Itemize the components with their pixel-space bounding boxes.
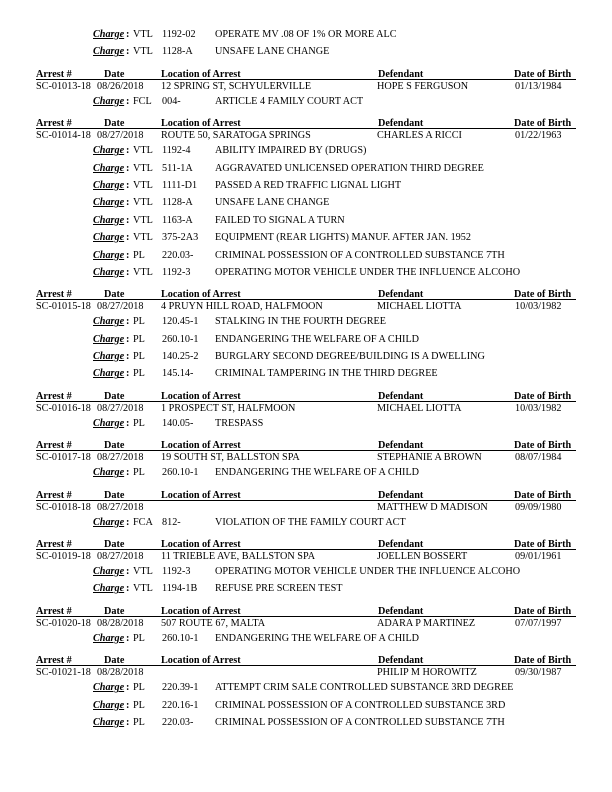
- charge-law-code: PL: [133, 333, 145, 345]
- charge-law-code: PL: [133, 368, 145, 380]
- charge-colon: :: [126, 333, 130, 345]
- charge-row: [0, 697, 612, 714]
- charge-row: [0, 26, 612, 43]
- header-dob: Date of Birth: [514, 489, 572, 501]
- date-of-birth: 10/03/1982: [515, 301, 562, 313]
- arrest-number: SC-01017-18: [36, 452, 91, 464]
- charge-description: REFUSE PRE SCREEN TEST: [215, 583, 343, 595]
- charge-section: 220.16-1: [162, 699, 199, 711]
- defendant-name: STEPHANIE A BROWN: [377, 452, 482, 464]
- charge-colon: :: [126, 351, 130, 363]
- charge-colon: :: [126, 368, 130, 380]
- charge-row: [0, 415, 612, 432]
- header-dob: Date of Birth: [514, 605, 572, 617]
- charge-colon: :: [126, 583, 130, 595]
- defendant-name: MICHAEL LIOTTA: [377, 402, 462, 414]
- charge-label: Charge: [93, 95, 125, 107]
- charge-row: [0, 580, 612, 597]
- date-of-birth: 01/22/1963: [515, 130, 562, 142]
- arrest-number: SC-01016-18: [36, 402, 91, 414]
- charge-description: TRESPASS: [215, 417, 264, 429]
- charge-law-code: PL: [133, 316, 145, 328]
- charge-colon: :: [126, 197, 130, 209]
- spacer: [0, 281, 612, 288]
- charge-colon: :: [126, 29, 130, 40]
- arrest-number: SC-01015-18: [36, 301, 91, 313]
- header-arrest-no: Arrest #: [36, 489, 72, 501]
- charge-label: Charge: [93, 197, 125, 209]
- header-location: Location of Arrest: [161, 118, 241, 130]
- spacer: [0, 61, 612, 68]
- charge-colon: :: [126, 467, 130, 479]
- header-defendant: Defendant: [378, 539, 424, 551]
- arrest-date: 08/27/2018: [97, 551, 144, 563]
- header-defendant: Defendant: [378, 289, 424, 301]
- charge-law-code: PL: [133, 249, 145, 261]
- charge-description: CRIMINAL POSSESSION OF A CONTROLLED SUBSTANCE 3RD: [215, 699, 506, 711]
- arrest-number: SC-01014-18: [36, 130, 91, 142]
- header-defendant: Defendant: [378, 68, 424, 80]
- charge-law-code: FCA: [133, 516, 153, 528]
- arrest-record: [0, 647, 612, 731]
- charge-colon: :: [126, 162, 130, 174]
- record-header-row: [0, 439, 612, 451]
- arrest-location: 12 SPRING ST, SCHYULERVILLE: [161, 80, 312, 92]
- charge-law-code: VTL: [133, 29, 153, 40]
- charge-row: [0, 714, 612, 731]
- charge-law-code: PL: [133, 682, 145, 694]
- date-of-birth: 09/01/1961: [515, 551, 562, 563]
- arrest-record: [0, 383, 612, 432]
- charge-label: Charge: [93, 333, 125, 345]
- charge-label: Charge: [93, 46, 125, 58]
- header-defendant: Defendant: [378, 489, 424, 501]
- header-arrest-no: Arrest #: [36, 440, 72, 452]
- header-date: Date: [104, 118, 125, 130]
- header-date: Date: [104, 605, 125, 617]
- arrest-date: 08/28/2018: [97, 617, 144, 629]
- header-dob: Date of Birth: [514, 539, 572, 551]
- charge-section: 260.10-1: [162, 333, 199, 345]
- charge-label: Charge: [93, 162, 125, 174]
- charge-label: Charge: [93, 632, 125, 644]
- header-dob: Date of Birth: [514, 289, 572, 301]
- charge-label: Charge: [93, 232, 125, 244]
- charge-law-code: VTL: [133, 162, 153, 174]
- charge-law-code: VTL: [133, 214, 153, 226]
- charge-label: Charge: [93, 682, 125, 694]
- arrest-record: [0, 281, 612, 383]
- charge-section: 1192-3: [162, 566, 191, 578]
- charge-description: STALKING IN THE FOURTH DEGREE: [215, 316, 386, 328]
- charge-row: [0, 630, 612, 647]
- charge-section: 220.03-: [162, 716, 194, 728]
- arrest-location: 11 TRIEBLE AVE, BALLSTON SPA: [161, 551, 316, 563]
- defendant-name: JOELLEN BOSSERT: [377, 551, 468, 563]
- arrest-location: 507 ROUTE 67, MALTA: [161, 617, 266, 629]
- header-arrest-no: Arrest #: [36, 390, 72, 402]
- header-dob: Date of Birth: [514, 390, 572, 402]
- date-of-birth: 01/13/1984: [515, 80, 562, 92]
- charge-description: OPERATING MOTOR VEHICLE UNDER THE INFLUENCE ALCOHO: [215, 566, 521, 578]
- record-data-row: [0, 666, 612, 679]
- record-data-row: [0, 550, 612, 563]
- charge-row: [0, 160, 612, 177]
- arrest-number: SC-01018-18: [36, 501, 91, 513]
- charge-section: 120.45-1: [162, 316, 199, 328]
- header-location: Location of Arrest: [161, 289, 241, 301]
- arrest-record: [0, 110, 612, 281]
- charge-description: ENDANGERING THE WELFARE OF A CHILD: [215, 333, 420, 345]
- record-data-row: [0, 451, 612, 464]
- defendant-name: CHARLES A RICCI: [377, 130, 462, 142]
- arrest-number: SC-01013-18: [36, 80, 91, 92]
- charge-law-code: VTL: [133, 179, 153, 191]
- charge-section: 1194-1B: [162, 583, 198, 595]
- header-dob: Date of Birth: [514, 655, 572, 667]
- charge-section: 004-: [162, 95, 181, 107]
- charge-colon: :: [126, 682, 130, 694]
- charge-label: Charge: [93, 467, 125, 479]
- charge-section: 511-1A: [162, 162, 193, 174]
- header-arrest-no: Arrest #: [36, 68, 72, 80]
- charge-row: [0, 177, 612, 194]
- record-data-row: [0, 617, 612, 630]
- charge-row: [0, 229, 612, 246]
- charge-description: ABILITY IMPAIRED BY (DRUGS): [215, 145, 367, 157]
- arrest-record: [0, 531, 612, 598]
- header-defendant: Defendant: [378, 605, 424, 617]
- arrest-location: 4 PRUYN HILL ROAD, HALFMOON: [161, 301, 323, 313]
- defendant-name: HOPE S FERGUSON: [377, 80, 469, 92]
- charge-row: [0, 563, 612, 580]
- charge-description: EQUIPMENT (REAR LIGHTS) MANUF. AFTER JAN. 1952: [215, 232, 471, 244]
- charge-row: [0, 142, 612, 159]
- arrest-date: 08/28/2018: [97, 667, 144, 679]
- arrest-date: 08/27/2018: [97, 402, 144, 414]
- charge-colon: :: [126, 249, 130, 261]
- charge-row: [0, 313, 612, 330]
- charge-law-code: VTL: [133, 46, 153, 58]
- charge-colon: :: [126, 699, 130, 711]
- charge-colon: :: [126, 516, 130, 528]
- record-header-row: [0, 605, 612, 617]
- charge-row: [0, 93, 612, 110]
- charge-row: [0, 331, 612, 348]
- header-dob: Date of Birth: [514, 118, 572, 130]
- charge-law-code: PL: [133, 467, 145, 479]
- charge-law-code: PL: [133, 699, 145, 711]
- date-of-birth: 08/07/1984: [515, 452, 562, 464]
- charge-description: ENDANGERING THE WELFARE OF A CHILD: [215, 632, 420, 644]
- charge-section: 260.10-1: [162, 467, 199, 479]
- arrest-record: [0, 598, 612, 647]
- record-data-row: [0, 129, 612, 142]
- charge-colon: :: [126, 716, 130, 728]
- charge-section: 1128-A: [162, 46, 193, 58]
- charge-section: 1192-4: [162, 145, 191, 157]
- charge-description: BURGLARY SECOND DEGREE/BUILDING IS A DWELLING: [215, 351, 485, 363]
- arrest-number: SC-01020-18: [36, 617, 91, 629]
- charge-description: UNSAFE LANE CHANGE: [215, 197, 330, 209]
- charge-colon: :: [126, 417, 130, 429]
- charge-colon: :: [126, 316, 130, 328]
- header-defendant: Defendant: [378, 118, 424, 130]
- charge-section: 1192-02: [162, 29, 196, 40]
- defendant-name: MICHAEL LIOTTA: [377, 301, 462, 313]
- charge-description: PASSED A RED TRAFFIC LIGNAL LIGHT: [215, 179, 402, 191]
- record-header-row: [0, 538, 612, 550]
- header-arrest-no: Arrest #: [36, 655, 72, 667]
- spacer: [0, 482, 612, 489]
- arrest-number: SC-01019-18: [36, 551, 91, 563]
- arrest-number: SC-01021-18: [36, 667, 91, 679]
- charge-label: Charge: [93, 716, 125, 728]
- charge-row: [0, 212, 612, 229]
- defendant-name: PHILIP M HOROWITZ: [377, 667, 477, 679]
- header-dob: Date of Birth: [514, 68, 572, 80]
- charge-colon: :: [126, 179, 130, 191]
- spacer: [0, 110, 612, 117]
- charge-row: [0, 679, 612, 696]
- charge-law-code: PL: [133, 632, 145, 644]
- charge-row: [0, 514, 612, 531]
- charge-colon: :: [126, 46, 130, 58]
- charge-law-code: VTL: [133, 197, 153, 209]
- charge-colon: :: [126, 566, 130, 578]
- charge-label: Charge: [93, 249, 125, 261]
- arrest-record: [0, 432, 612, 481]
- charge-law-code: FCL: [133, 95, 152, 107]
- charge-law-code: VTL: [133, 583, 153, 595]
- charge-colon: :: [126, 214, 130, 226]
- charge-colon: :: [126, 232, 130, 244]
- arrest-date: 08/26/2018: [97, 80, 144, 92]
- charge-label: Charge: [93, 179, 125, 191]
- header-date: Date: [104, 289, 125, 301]
- charge-law-code: PL: [133, 716, 145, 728]
- charge-law-code: VTL: [133, 145, 153, 157]
- record-header-row: [0, 68, 612, 80]
- charge-description: AGGRAVATED UNLICENSED OPERATION THIRD DEGREE: [215, 162, 484, 174]
- arrest-record: [0, 482, 612, 531]
- charge-section: 140.05-: [162, 417, 194, 429]
- record-header-row: [0, 654, 612, 666]
- header-arrest-no: Arrest #: [36, 605, 72, 617]
- charge-law-code: PL: [133, 351, 145, 363]
- header-date: Date: [104, 68, 125, 80]
- charge-label: Charge: [93, 699, 125, 711]
- arrest-record: [0, 61, 612, 110]
- record-data-row: [0, 501, 612, 514]
- charge-label: Charge: [93, 516, 125, 528]
- charge-section: 140.25-2: [162, 351, 199, 363]
- charge-description: CRIMINAL TAMPERING IN THE THIRD DEGREE: [215, 368, 438, 380]
- charge-label: Charge: [93, 351, 125, 363]
- header-date: Date: [104, 390, 125, 402]
- header-location: Location of Arrest: [161, 539, 241, 551]
- header-arrest-no: Arrest #: [36, 118, 72, 130]
- charge-section: 145.14-: [162, 368, 194, 380]
- arrest-date: 08/27/2018: [97, 452, 144, 464]
- charge-description: VIOLATION OF THE FAMILY COURT ACT: [215, 516, 406, 528]
- spacer: [0, 432, 612, 439]
- header-defendant: Defendant: [378, 390, 424, 402]
- charge-label: Charge: [93, 145, 125, 157]
- charge-section: 1111-D1: [162, 179, 198, 191]
- header-date: Date: [104, 539, 125, 551]
- charge-colon: :: [126, 632, 130, 644]
- date-of-birth: 07/07/1997: [515, 617, 562, 629]
- charge-label: Charge: [93, 368, 125, 380]
- spacer: [0, 647, 612, 654]
- charge-colon: :: [126, 95, 130, 107]
- charge-section: 1128-A: [162, 197, 193, 209]
- charge-description: OPERATE MV .08 OF 1% OR MORE ALC: [215, 29, 397, 40]
- charge-description: CRIMINAL POSSESSION OF A CONTROLLED SUBSTANCE 7TH: [215, 249, 505, 261]
- charge-row: [0, 464, 612, 481]
- charge-law-code: VTL: [133, 232, 153, 244]
- arrest-date: 08/27/2018: [97, 501, 144, 513]
- charge-colon: :: [126, 266, 130, 278]
- record-data-row: [0, 402, 612, 415]
- charge-description: UNSAFE LANE CHANGE: [215, 46, 330, 58]
- charge-label: Charge: [93, 566, 125, 578]
- charge-label: Charge: [93, 29, 125, 40]
- charge-description: ENDANGERING THE WELFARE OF A CHILD: [215, 467, 420, 479]
- arrest-date: 08/27/2018: [97, 130, 144, 142]
- charge-section: 220.03-: [162, 249, 194, 261]
- header-arrest-no: Arrest #: [36, 539, 72, 551]
- header-location: Location of Arrest: [161, 440, 241, 452]
- record-header-row: [0, 390, 612, 402]
- header-date: Date: [104, 655, 125, 667]
- record-data-row: [0, 80, 612, 93]
- charge-law-code: VTL: [133, 566, 153, 578]
- charge-description: ARTICLE 4 FAMILY COURT ACT: [215, 95, 364, 107]
- header-date: Date: [104, 489, 125, 501]
- record-header-row: [0, 288, 612, 300]
- record-header-row: [0, 117, 612, 129]
- defendant-name: ADARA P MARTINEZ: [377, 617, 476, 629]
- header-location: Location of Arrest: [161, 605, 241, 617]
- charge-description: ATTEMPT CRIM SALE CONTROLLED SUBSTANCE 3RD DEGREE: [215, 682, 514, 694]
- charge-row: [0, 365, 612, 382]
- header-location: Location of Arrest: [161, 655, 241, 667]
- arrest-location: 1 PROSPECT ST, HALFMOON: [161, 402, 296, 414]
- record-data-row: [0, 300, 612, 313]
- charge-law-code: PL: [133, 417, 145, 429]
- charge-section: 260.10-1: [162, 632, 199, 644]
- date-of-birth: 10/03/1982: [515, 402, 562, 414]
- charge-section: 1163-A: [162, 214, 193, 226]
- charge-row: [0, 247, 612, 264]
- date-of-birth: 09/30/1987: [515, 667, 562, 679]
- spacer: [0, 531, 612, 538]
- header-location: Location of Arrest: [161, 68, 241, 80]
- date-of-birth: 09/09/1980: [515, 501, 562, 513]
- charge-law-code: VTL: [133, 266, 153, 278]
- charge-row: [0, 348, 612, 365]
- header-dob: Date of Birth: [514, 440, 572, 452]
- charge-row: [0, 194, 612, 211]
- charge-description: FAILED TO SIGNAL A TURN: [215, 214, 345, 226]
- spacer: [0, 598, 612, 605]
- charge-row: [0, 43, 612, 60]
- charge-description: OPERATING MOTOR VEHICLE UNDER THE INFLUENCE ALCOHO: [215, 266, 521, 278]
- charge-label: Charge: [93, 266, 125, 278]
- charge-section: 1192-3: [162, 266, 191, 278]
- charge-section: 220.39-1: [162, 682, 199, 694]
- charge-colon: :: [126, 145, 130, 157]
- charge-label: Charge: [93, 316, 125, 328]
- charge-row: [0, 264, 612, 281]
- header-defendant: Defendant: [378, 655, 424, 667]
- header-defendant: Defendant: [378, 440, 424, 452]
- charge-label: Charge: [93, 583, 125, 595]
- charge-description: CRIMINAL POSSESSION OF A CONTROLLED SUBSTANCE 7TH: [215, 716, 505, 728]
- arrest-log-document: [0, 26, 612, 731]
- header-arrest-no: Arrest #: [36, 289, 72, 301]
- header-date: Date: [104, 440, 125, 452]
- arrest-location: ROUTE 50, SARATOGA SPRINGS: [161, 130, 311, 142]
- charge-label: Charge: [93, 417, 125, 429]
- charge-label: Charge: [93, 214, 125, 226]
- defendant-name: MATTHEW D MADISON: [377, 501, 488, 513]
- arrest-location: 19 SOUTH ST, BALLSTON SPA: [161, 452, 300, 464]
- record-header-row: [0, 489, 612, 501]
- arrest-date: 08/27/2018: [97, 301, 144, 313]
- charge-section: 812-: [162, 516, 181, 528]
- header-location: Location of Arrest: [161, 390, 241, 402]
- charge-section: 375-2A3: [162, 232, 199, 244]
- header-location: Location of Arrest: [161, 489, 241, 501]
- spacer: [0, 383, 612, 390]
